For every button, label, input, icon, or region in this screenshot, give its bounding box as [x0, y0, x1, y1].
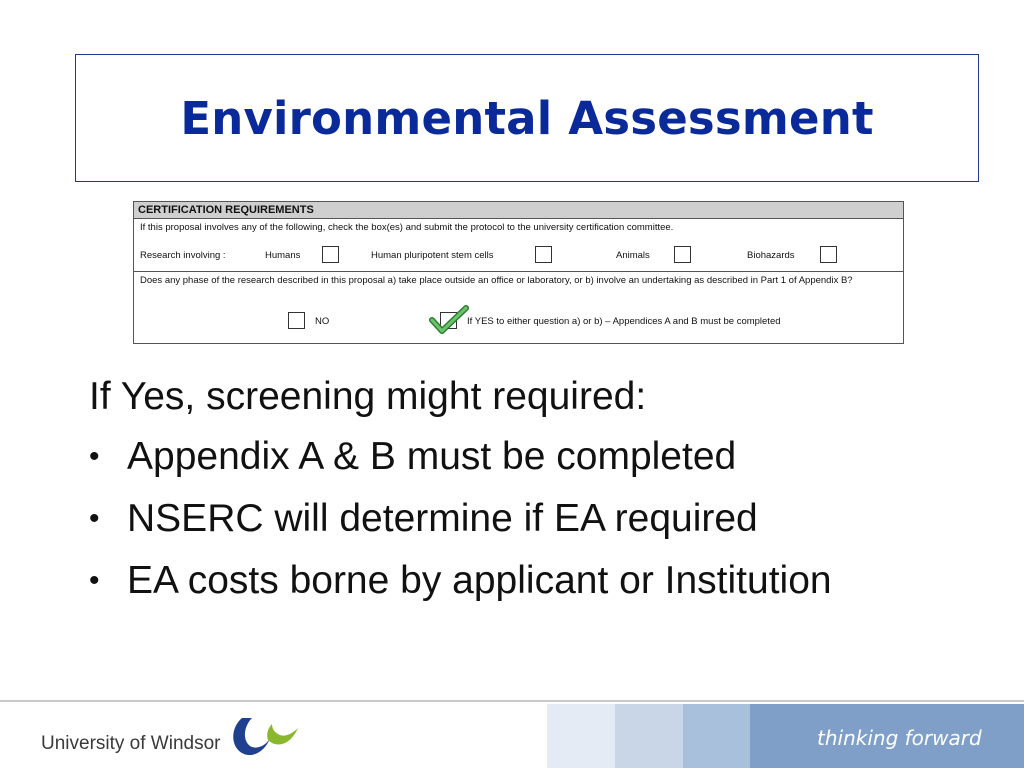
bullet-list [89, 426, 989, 612]
yes-label: If YES to either question a) or b) – Appendices A and B must be completed [467, 316, 781, 327]
form-section-research [134, 219, 903, 272]
stem-cells-checkbox[interactable] [535, 246, 552, 263]
lead-text: If Yes, screening might required: [89, 375, 647, 418]
slide-title: Environmental Assessment [180, 91, 874, 145]
no-label: NO [315, 316, 330, 327]
bullet-item [89, 550, 989, 612]
footer [0, 700, 1024, 768]
humans-checkbox[interactable] [322, 246, 339, 263]
form-header: CERTIFICATION REQUIREMENTS [134, 202, 903, 219]
bullet-icon: • [89, 440, 100, 473]
bullet-item [89, 426, 989, 488]
bullet-icon: • [89, 564, 100, 597]
form-intro: If this proposal involves any of the following, check the box(es) and submit the protocol to the university certification committee. [140, 222, 674, 233]
title-box [75, 54, 979, 182]
animals-checkbox[interactable] [674, 246, 691, 263]
university-logo-icon [228, 714, 300, 760]
option-biohazards-label: Biohazards [747, 250, 795, 261]
research-row [134, 245, 903, 267]
university-name: University of Windsor [41, 733, 221, 754]
certification-form [133, 201, 904, 344]
footer-band-2 [615, 704, 683, 768]
bullet-text: NSERC will determine if EA required [127, 497, 758, 540]
bullet-text: Appendix A & B must be completed [127, 435, 737, 478]
yes-checkbox[interactable] [440, 312, 457, 329]
bullet-item [89, 488, 989, 550]
form-question: Does any phase of the research described in this proposal a) take place outside an office or laboratory, or b) involve an undertaking as described in Part 1 of Appendix B? [140, 275, 853, 286]
tagline: thinking forward [817, 726, 982, 750]
check-mark-icon [429, 305, 469, 337]
option-stem-cells-label: Human pluripotent stem cells [371, 250, 494, 261]
bullet-icon: • [89, 502, 100, 535]
slide-body [89, 368, 989, 612]
form-section-question [134, 272, 903, 345]
footer-band-1 [547, 704, 615, 768]
footer-divider [0, 700, 1024, 702]
biohazards-checkbox[interactable] [820, 246, 837, 263]
option-animals-label: Animals [616, 250, 650, 261]
no-checkbox[interactable] [288, 312, 305, 329]
footer-band-3 [683, 704, 750, 768]
option-humans-label: Humans [265, 250, 301, 261]
bullet-text: EA costs borne by applicant or Institution [127, 559, 832, 602]
research-label: Research involving : [140, 250, 226, 261]
